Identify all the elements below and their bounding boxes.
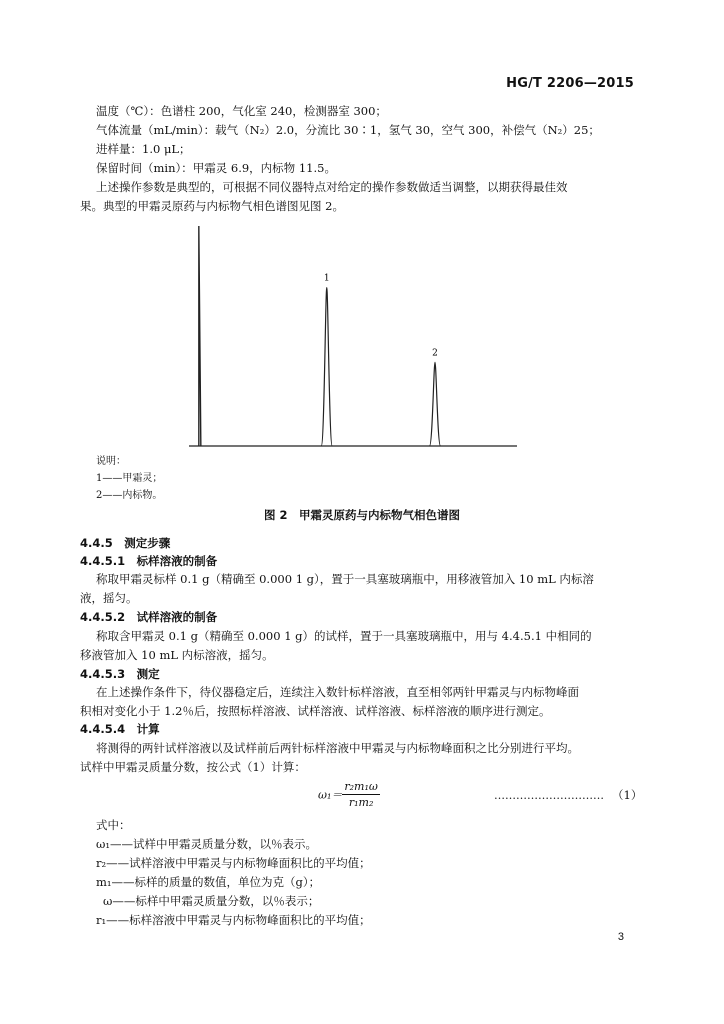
note-line-2: 果。典型的甲霜灵原药与内标物气相色谱图见图 2。	[80, 199, 344, 213]
s4454-text-1: 将测得的两针试样溶液以及试样前后两针标样溶液中甲霜灵与内标物峰面积之比分别进行平均。	[96, 741, 579, 755]
section-4-4-5-3: 4.4.5.3 测定	[80, 667, 160, 681]
note-line-1: 上述操作参数是典型的，可根据不同仪器特点对给定的操作参数做适当调整，以期获得最佳效	[96, 180, 568, 194]
definition-5: r₁——标样溶液中甲霜灵与内标物峰面积比的平均值；	[96, 913, 371, 927]
s4451-text-2: 液，摇匀。	[80, 591, 138, 605]
formula-number: （1）	[612, 788, 643, 802]
page-number: 3	[617, 931, 624, 943]
s4452-text-1: 称取含甲霜灵 0.1 g（精确至 0.000 1 g）的试样，置于一具塞玻璃瓶中，用与 4.4.5.1 中相同的	[96, 629, 592, 643]
chart-peak-2	[430, 362, 441, 446]
legend-title: 说明：	[96, 456, 126, 467]
chart-peak-label-2: 2	[432, 348, 438, 359]
s4453-text-2: 积相对变化小于 1.2％后，按照标样溶液、试样溶液、试样溶液、标样溶液的顺序进行测定。	[80, 704, 551, 718]
formula-denominator: r₁m₂	[348, 796, 374, 809]
definition-3: m₁——标样的质量的数值，单位为克（g）；	[96, 875, 321, 889]
formula-1	[318, 780, 380, 809]
retention-line: 保留时间（min）：甲霜灵 6.9，内标物 11.5。	[96, 161, 336, 175]
section-4-4-5-1: 4.4.5.1 标样溶液的制备	[80, 554, 218, 568]
definitions-intro: 式中：	[96, 818, 131, 832]
chart-peak-1	[321, 288, 332, 446]
definition-2: r₂——试样溶液中甲霜灵与内标物峰面积比的平均值；	[96, 856, 371, 870]
s4451-text-1: 称取甲霜灵标样 0.1 g（精确至 0.000 1 g），置于一具塞玻璃瓶中，用移液管加入 10 mL 内标溶	[96, 572, 594, 586]
conditions-block	[96, 102, 636, 197]
temperature-line: 温度（℃）：色谱柱 200，气化室 240，检测器室 300；	[96, 104, 387, 118]
s4453-text-1: 在上述操作条件下，待仪器稳定后，连续注入数针标样溶液，直至相邻两针甲霜灵与内标物峰面	[96, 685, 579, 699]
s4454-text-2: 试样中甲霜灵质量分数，按公式（1）计算：	[80, 760, 306, 774]
formula-numerator: r₂m₁ω	[344, 780, 378, 793]
section-4-4-5-4: 4.4.5.4 计算	[80, 722, 160, 736]
legend-item-2: 2——内标物。	[96, 490, 163, 501]
injection-line: 进样量：1.0 μL；	[96, 142, 191, 156]
gas-flow-line: 气体流量（mL/min）：载气（N₂）2.0，分流比 30∶1，氢气 30，空气 300，补偿气（N₂）25；	[96, 123, 600, 137]
chart-peak-label-1: 1	[323, 273, 330, 284]
solvent-peak	[199, 226, 201, 446]
formula-lhs: ω₁＝	[318, 788, 343, 802]
s4452-text-2: 移液管加入 10 mL 内标溶液，摇匀。	[80, 648, 274, 662]
definition-4: ω——标样中甲霜灵质量分数，以％表示；	[103, 894, 320, 908]
legend-item-1: 1——甲霜灵；	[96, 473, 163, 484]
section-4-4-5: 4.4.5 测定步骤	[80, 536, 171, 550]
figure-caption: 图 2 甲霜灵原药与内标物气相色谱图	[263, 508, 460, 522]
legend-block	[96, 453, 162, 504]
formula-fraction	[342, 780, 379, 809]
section-4-4-5-2: 4.4.5.2 试样溶液的制备	[80, 610, 218, 624]
definition-1: ω₁——试样中甲霜灵质量分数，以％表示。	[96, 837, 317, 851]
chromatogram-chart	[185, 220, 525, 452]
standard-code: HG/T 2206—2015	[506, 76, 634, 91]
formula-dots: …………………………	[494, 789, 604, 802]
